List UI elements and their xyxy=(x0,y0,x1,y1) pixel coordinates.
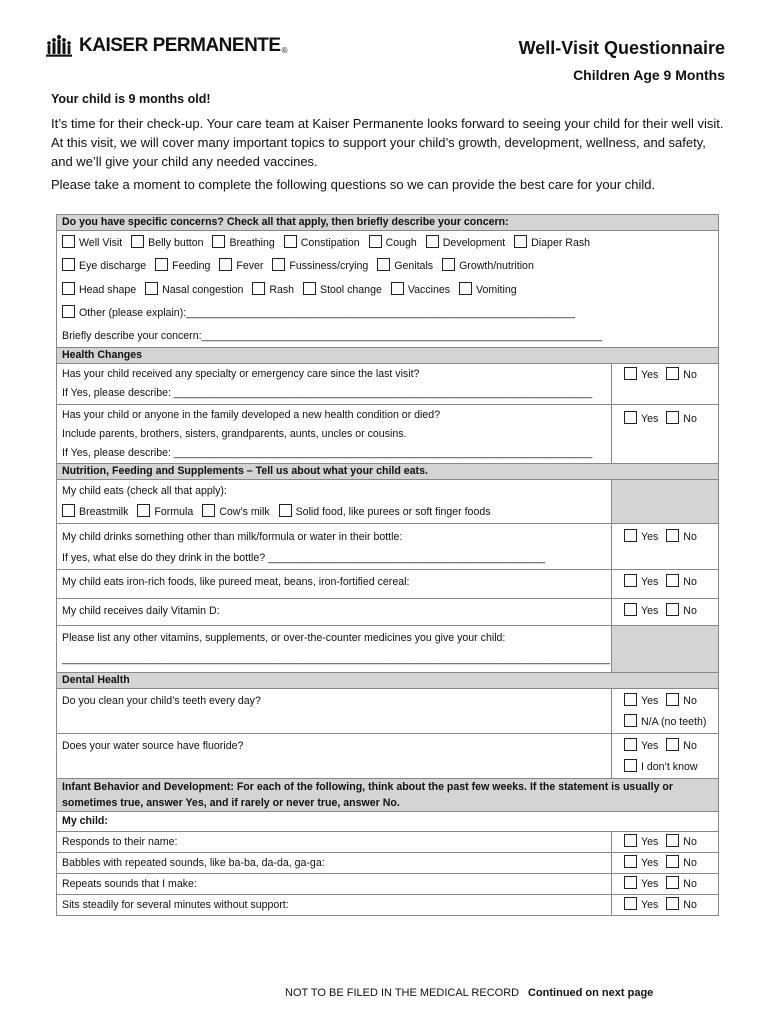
concern-option[interactable]: Nasal congestion xyxy=(145,280,243,301)
concerns-other[interactable]: Other (please explain):__________________________________________________________________ xyxy=(62,303,713,324)
checkbox[interactable] xyxy=(155,258,168,271)
checkbox[interactable] xyxy=(62,282,75,295)
concerns-options xyxy=(57,231,719,348)
checkbox[interactable] xyxy=(624,738,637,751)
concern-option[interactable]: Well Visit xyxy=(62,233,122,254)
concern-option[interactable]: Rash xyxy=(252,280,294,301)
checkbox[interactable] xyxy=(624,876,637,889)
dental-teeth: Do you clean your child’s teeth every day? xyxy=(57,689,612,734)
checkbox[interactable] xyxy=(514,235,527,248)
concern-option[interactable]: Breathing xyxy=(212,233,274,254)
no-option[interactable]: No xyxy=(666,832,697,852)
concern-option[interactable]: Head shape xyxy=(62,280,136,301)
yes-option[interactable]: Yes xyxy=(624,832,658,852)
yes-no-choice xyxy=(612,405,719,464)
yes-option[interactable]: Yes xyxy=(624,874,658,894)
concerns-heading: Do you have specific concerns? Check all that apply, then briefly describe your concern: xyxy=(57,215,719,231)
intro-lead: Your child is 9 months old! xyxy=(51,92,211,106)
checkbox[interactable] xyxy=(459,282,472,295)
concern-option[interactable]: Diaper Rash xyxy=(514,233,590,254)
concern-option[interactable]: Growth/nutrition xyxy=(442,256,534,277)
concern-option[interactable]: Genitals xyxy=(377,256,433,277)
yes-no-choice xyxy=(612,832,719,853)
checkbox[interactable] xyxy=(303,282,316,295)
checkbox[interactable] xyxy=(369,235,382,248)
yes-no-choice xyxy=(612,853,719,874)
health-q2: Has your child or anyone in the family developed a new health condition or died? Include parents, brothers, sisters, grandparents, aunts, uncles or cousins. If Yes, please describe: _______________________________________________________________________ xyxy=(57,405,612,464)
checkbox[interactable] xyxy=(666,367,679,380)
no-option[interactable]: No xyxy=(666,853,697,873)
yes-no-choice xyxy=(612,364,719,405)
checkbox[interactable] xyxy=(442,258,455,271)
yes-no-choice xyxy=(612,689,719,734)
brand-name: KAISER PERMANENTE xyxy=(79,35,281,56)
checkbox[interactable] xyxy=(666,574,679,587)
dental-fluoride: Does your water source have fluoride? xyxy=(57,734,612,779)
checkbox[interactable] xyxy=(279,504,292,517)
eats-options xyxy=(62,502,606,523)
no-option[interactable]: No xyxy=(666,409,697,430)
checkbox[interactable] xyxy=(624,574,637,587)
no-option[interactable]: No xyxy=(666,691,697,712)
intro-paragraph-2: Please take a moment to complete the following questions so we can provide the best care for your child. xyxy=(51,177,656,192)
concern-option[interactable]: Belly button xyxy=(131,233,203,254)
dont-know-option[interactable]: I don’t know xyxy=(624,757,698,778)
development-item: Sits steadily for several minutes without support: xyxy=(57,895,612,916)
checkbox[interactable] xyxy=(624,759,637,772)
questionnaire-table xyxy=(56,214,719,916)
checkbox[interactable] xyxy=(219,258,232,271)
shaded-cell xyxy=(612,480,719,524)
checkbox[interactable] xyxy=(377,258,390,271)
checkbox[interactable] xyxy=(62,305,75,318)
checkbox[interactable] xyxy=(62,504,75,517)
checkbox[interactable] xyxy=(624,603,637,616)
concerns-row-3 xyxy=(62,280,713,301)
concern-option[interactable]: Vaccines xyxy=(391,280,450,301)
development-item: Babbles with repeated sounds, like ba-ba, da-da, ga-ga: xyxy=(57,853,612,874)
concern-option[interactable]: Eye discharge xyxy=(62,256,146,277)
intro-paragraph-1: It’s time for their check-up. Your care team at Kaiser Permanente looks forward to seeing your child for their well visit. At this visit, we will cover many important topics to support your child’s growth, development, wellness, and safety, and we’ll give your child any needed vaccines. xyxy=(51,116,724,169)
checkbox[interactable] xyxy=(202,504,215,517)
concern-option[interactable]: Constipation xyxy=(284,233,360,254)
kaiser-logo xyxy=(45,34,287,58)
yes-option[interactable]: Yes xyxy=(624,601,658,622)
checkbox[interactable] xyxy=(666,897,679,910)
no-option[interactable]: No xyxy=(666,736,697,757)
no-option[interactable]: No xyxy=(666,527,697,548)
na-option[interactable]: N/A (no teeth) xyxy=(624,712,706,733)
shaded-cell xyxy=(612,626,719,673)
checkbox[interactable] xyxy=(426,235,439,248)
concern-option[interactable]: Feeding xyxy=(155,256,210,277)
checkbox[interactable] xyxy=(284,235,297,248)
nutrition-vitamin-d: My child receives daily Vitamin D: xyxy=(57,599,612,626)
yes-option[interactable]: Yes xyxy=(624,527,658,548)
form-title: Well-Visit Questionnaire xyxy=(518,38,725,58)
nutrition-heading: Nutrition, Feeding and Supplements – Tell us about what your child eats. xyxy=(57,464,719,480)
yes-option[interactable]: Yes xyxy=(624,853,658,873)
development-item: Repeats sounds that I make: xyxy=(57,874,612,895)
health-heading: Health Changes xyxy=(57,348,719,364)
checkbox[interactable] xyxy=(624,855,637,868)
health-q1: Has your child received any specialty or emergency care since the last visit? If Yes, please describe: _______________________________________________________________________ xyxy=(57,364,612,405)
checkbox[interactable] xyxy=(624,714,637,727)
concern-option[interactable]: Fussiness/crying xyxy=(272,256,368,277)
checkbox[interactable] xyxy=(252,282,265,295)
yes-option[interactable]: Yes xyxy=(624,572,658,593)
nutrition-drinks: My child drinks something other than milk/formula or water in their bottle: If yes, what else do they drink in the bottle? _______________________________________________ xyxy=(57,524,612,570)
concerns-row-2 xyxy=(62,256,713,277)
checkbox[interactable] xyxy=(272,258,285,271)
checkbox[interactable] xyxy=(624,367,637,380)
checkbox[interactable] xyxy=(666,411,679,424)
yes-option[interactable]: Yes xyxy=(624,736,658,757)
no-option[interactable]: No xyxy=(666,572,697,593)
eats-option[interactable]: Solid food, like purees or soft finger foods xyxy=(279,502,491,523)
concern-option[interactable]: Fever xyxy=(219,256,263,277)
form-subtitle: Children Age 9 Months xyxy=(573,67,725,83)
checkbox[interactable] xyxy=(624,693,637,706)
continued-notice: Continued on next page xyxy=(528,987,654,999)
no-option[interactable]: No xyxy=(666,601,697,622)
registered-mark: ® xyxy=(281,46,288,55)
concerns-row-1 xyxy=(62,233,713,254)
checkbox[interactable] xyxy=(62,235,75,248)
checkbox[interactable] xyxy=(131,235,144,248)
no-option[interactable]: No xyxy=(666,895,697,915)
drinks-followup[interactable]: If yes, what else do they drink in the bottle? _______________________________________________ xyxy=(62,552,546,564)
yes-option[interactable]: Yes xyxy=(624,409,658,430)
checkbox[interactable] xyxy=(624,834,637,847)
vitamins-line[interactable]: _____________________________________________________________________________________________ xyxy=(62,653,610,665)
yes-no-choice xyxy=(612,734,719,779)
no-option[interactable]: No xyxy=(666,874,697,894)
not-filed-notice: NOT TO BE FILED IN THE MEDICAL RECORD xyxy=(285,987,520,999)
yes-no-choice xyxy=(612,895,719,916)
checkbox[interactable] xyxy=(624,411,637,424)
checkbox[interactable] xyxy=(62,258,75,271)
yes-option[interactable]: Yes xyxy=(624,691,658,712)
yes-no-choice xyxy=(612,524,719,570)
nutrition-vitamins: Please list any other vitamins, supplements, or over-the-counter medicines you give your child: _____________________________________________________________________________________________ xyxy=(57,626,612,673)
concern-option[interactable]: Cough xyxy=(369,233,417,254)
checkbox[interactable] xyxy=(666,876,679,889)
yes-no-choice xyxy=(612,874,719,895)
concern-option[interactable]: Stool change xyxy=(303,280,382,301)
checkbox[interactable] xyxy=(666,529,679,542)
eats-option[interactable]: Cow’s milk xyxy=(202,502,269,523)
kaiser-people-logo-icon xyxy=(45,34,73,58)
concern-option[interactable]: Vomiting xyxy=(459,280,517,301)
my-child-label: My child: xyxy=(57,812,719,832)
checkbox[interactable] xyxy=(212,235,225,248)
health-q1-describe[interactable]: If Yes, please describe: _______________________________________________________________________ xyxy=(62,387,593,399)
intro-section xyxy=(51,92,731,194)
checkbox[interactable] xyxy=(391,282,404,295)
health-q2-describe[interactable]: If Yes, please describe: _______________________________________________________________________ xyxy=(62,447,593,459)
checkbox[interactable] xyxy=(666,693,679,706)
dental-heading: Dental Health xyxy=(57,673,719,689)
development-heading: Infant Behavior and Development: For each of the following, think about the past few weeks. If the statement is usually or sometimes true, answer Yes, and if rarely or never true, answer No. xyxy=(57,779,719,812)
checkbox[interactable] xyxy=(666,855,679,868)
nutrition-eats: My child eats (check all that apply): Breastmilk Formula Cow’s milk Solid food, like purees or soft finger foods xyxy=(57,480,612,524)
concern-option[interactable]: Development xyxy=(426,233,505,254)
checkbox[interactable] xyxy=(137,504,150,517)
yes-no-choice xyxy=(612,599,719,626)
yes-option[interactable]: Yes xyxy=(624,365,658,386)
checkbox[interactable] xyxy=(666,603,679,616)
yes-no-choice xyxy=(612,570,719,599)
nutrition-iron: My child eats iron-rich foods, like pureed meat, beans, iron-fortified cereal: xyxy=(57,570,612,599)
checkbox[interactable] xyxy=(624,529,637,542)
checkbox[interactable] xyxy=(624,897,637,910)
checkbox[interactable] xyxy=(145,282,158,295)
checkbox[interactable] xyxy=(666,834,679,847)
yes-option[interactable]: Yes xyxy=(624,895,658,915)
eats-option[interactable]: Formula xyxy=(137,502,193,523)
eats-option[interactable]: Breastmilk xyxy=(62,502,128,523)
concerns-describe[interactable]: Briefly describe your concern:____________________________________________________________________ xyxy=(62,330,603,342)
development-item: Responds to their name: xyxy=(57,832,612,853)
no-option[interactable]: No xyxy=(666,365,697,386)
checkbox[interactable] xyxy=(666,738,679,751)
